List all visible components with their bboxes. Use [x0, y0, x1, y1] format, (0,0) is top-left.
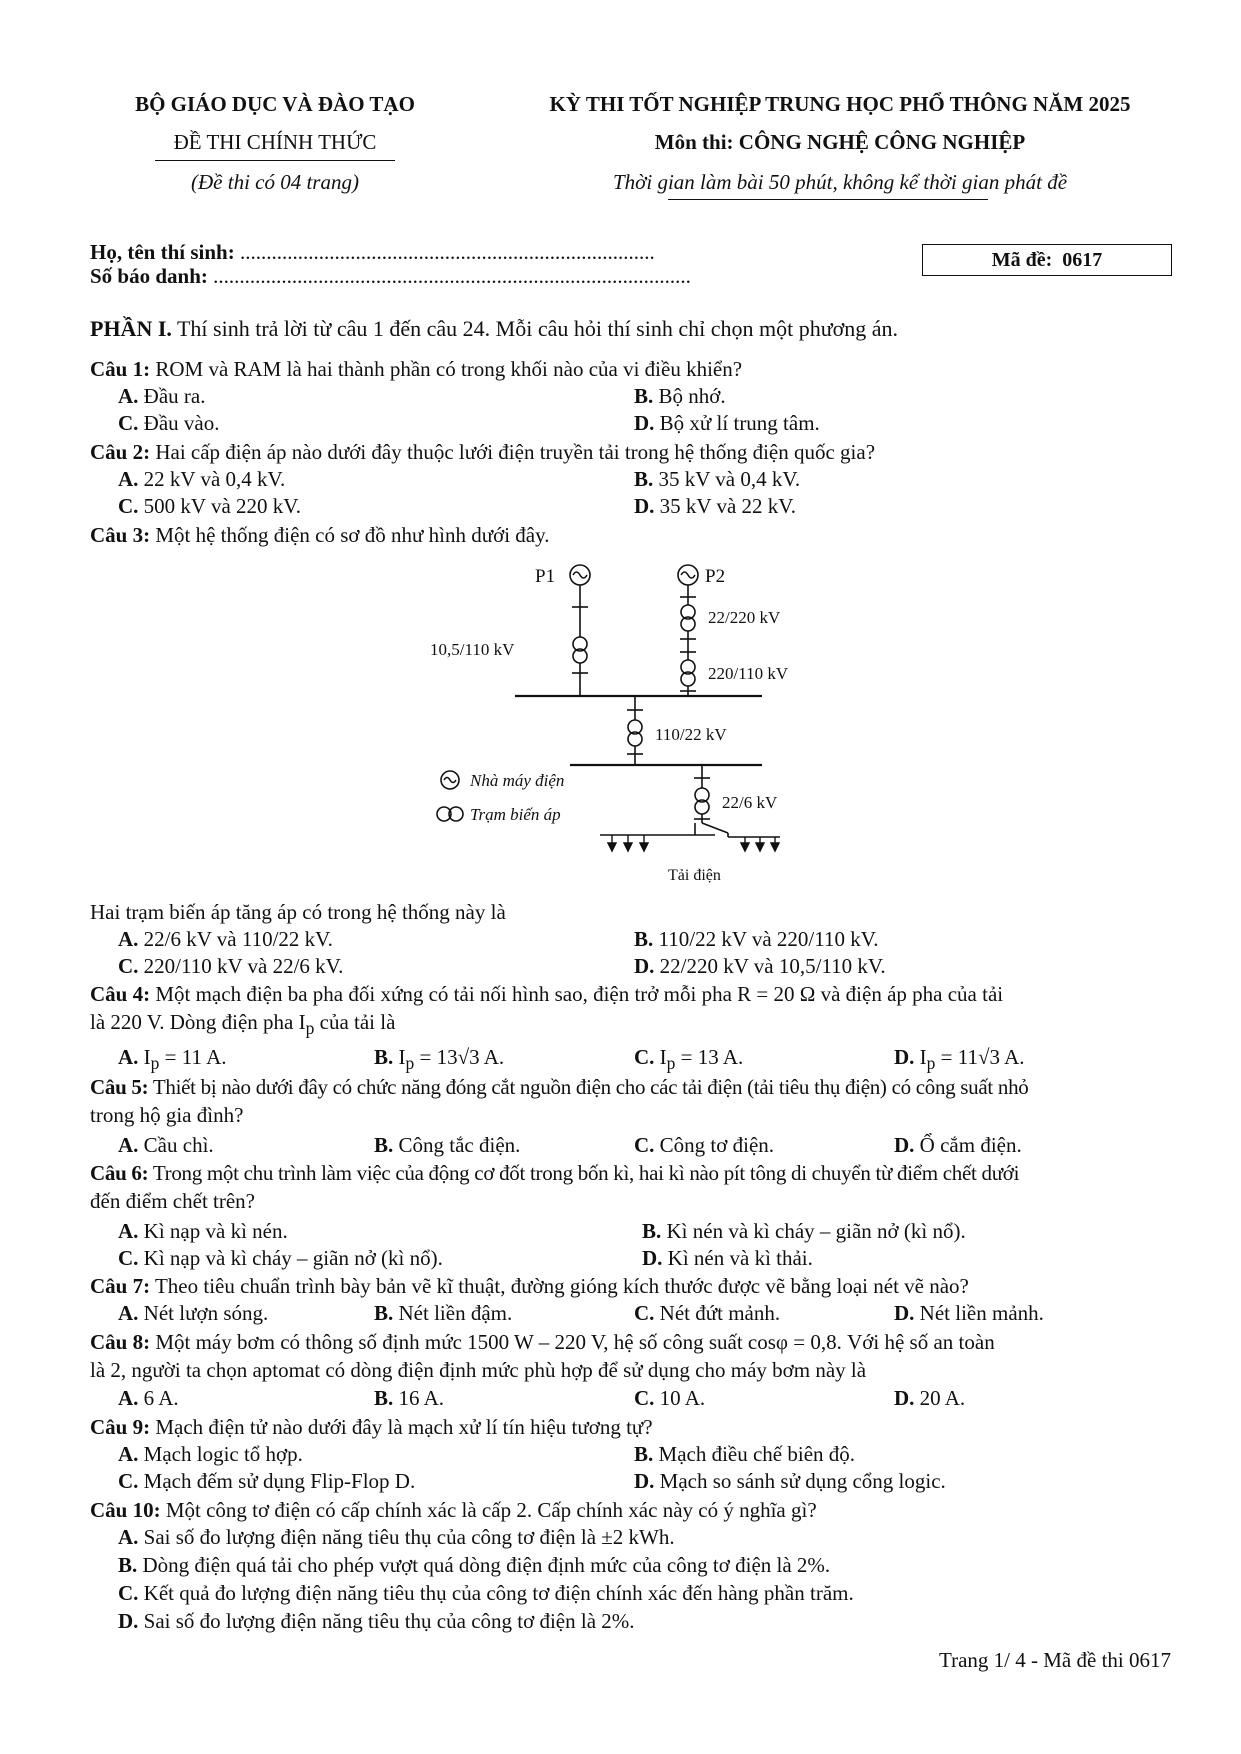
- label-t4: 110/22 kV: [655, 725, 727, 744]
- p1-generator-wave: [573, 572, 587, 578]
- label-p1: P1: [535, 566, 556, 587]
- q1-option-b: B. Bộ nhớ.: [634, 384, 726, 408]
- candidate-id-dots: ...........................................................................................: [213, 264, 691, 288]
- q3-option-a: A. 22/6 kV và 110/22 kV.: [118, 927, 333, 951]
- candidate-name-line: [90, 240, 655, 265]
- q10-option-a: A. Sai số đo lượng điện năng tiêu thụ của công tơ điện là ±2 kWh.: [118, 1525, 675, 1549]
- question-2: Câu 2: Hai cấp điện áp nào dưới đây thuộc lưới điện truyền tải trong hệ thống điện quốc gia?: [90, 440, 876, 464]
- q1-option-a: A. Đầu ra.: [118, 384, 206, 408]
- header-divider-right: [668, 199, 988, 200]
- q10-option-b: B. Dòng điện quá tải cho phép vượt quá dòng điện định mức của công tơ điện là 2%.: [118, 1553, 831, 1577]
- question-8-line-1: Câu 8: Một máy bơm có thông số định mức 1500 W – 220 V, hệ số công suất cosφ = 0,8. Với hệ số an toàn: [90, 1330, 995, 1354]
- time-note: Thời gian làm bài 50 phút, không kể thời gian phát đề: [612, 170, 1068, 194]
- q1-option-d: D. Bộ xử lí trung tâm.: [634, 411, 820, 435]
- question-3: Câu 3: Một hệ thống điện có sơ đồ như hình dưới đây.: [90, 523, 550, 547]
- legend-plant: Nhà máy điện: [470, 771, 565, 790]
- question-4-line-1: Câu 4: Một mạch điện ba pha đối xứng có tải nối hình sao, điện trở mỗi pha R = 20 Ω và điện áp pha của tải: [90, 982, 1004, 1006]
- subject-label: Môn thi:: [654, 130, 739, 154]
- q9-option-a: A. Mạch logic tổ hợp.: [118, 1442, 303, 1466]
- q7-option-b: B. Nét liền đậm.: [374, 1301, 513, 1325]
- question-7: Câu 7: Theo tiêu chuẩn trình bày bản vẽ kĩ thuật, đường gióng kích thước được vẽ bằng loại nét vẽ nào?: [90, 1274, 969, 1298]
- p2-generator-wave: [681, 572, 695, 578]
- exam-title: KỲ THI TỐT NGHIỆP TRUNG HỌC PHỔ THÔNG NĂM 2025: [549, 92, 1131, 116]
- question-9: Câu 9: Mạch điện tử nào dưới đây là mạch xử lí tín hiệu tương tự?: [90, 1415, 653, 1439]
- label-t2: 22/220 kV: [708, 608, 781, 627]
- candidate-id-label: Số báo danh:: [90, 264, 208, 288]
- subject-name: CÔNG NGHỆ CÔNG NGHIỆP: [738, 130, 1026, 154]
- question-8-line-2: là 2, người ta chọn aptomat có dòng điện định mức phù hợp để sử dụng cho máy bơm này là: [90, 1358, 867, 1382]
- exam-code-label: Mã đề:: [991, 249, 1053, 271]
- question-6-line-1: Câu 6: Trong một chu trình làm việc của động cơ đốt trong bốn kì, hai kì nào pít tông di chuyển từ điểm chết dưới: [90, 1161, 1020, 1185]
- q8-option-d: D. 20 A.: [894, 1386, 966, 1410]
- q5-option-d: D. Ổ cắm điện.: [894, 1133, 1022, 1157]
- q2-option-d: D. 35 kV và 22 kV.: [634, 494, 796, 518]
- q7-option-a: A. Nét lượn sóng.: [118, 1301, 269, 1325]
- header-divider-left: [155, 160, 395, 161]
- q10-option-d: D. Sai số đo lượng điện năng tiêu thụ của công tơ điện là 2%.: [118, 1609, 635, 1633]
- page-footer: Trang 1/ 4 - Mã đề thi 0617: [939, 1648, 1171, 1672]
- q2-option-a: A. 22 kV và 0,4 kV.: [118, 467, 286, 491]
- q3-option-c: C. 220/110 kV và 22/6 kV.: [118, 954, 344, 978]
- exam-code-box: [922, 244, 1172, 276]
- q10-option-c: C. Kết quả đo lượng điện năng tiêu thụ của công tơ điện chính xác đến hàng phần trăm.: [118, 1581, 854, 1605]
- label-p2: P2: [705, 566, 726, 587]
- section-1-heading: PHẦN I. Thí sinh trả lời từ câu 1 đến câu 24. Mỗi câu hỏi thí sinh chỉ chọn một phương án.: [90, 316, 899, 341]
- q7-option-c: C. Nét đứt mảnh.: [634, 1301, 781, 1325]
- q3-followup: Hai trạm biến áp tăng áp có trong hệ thống này là: [90, 900, 506, 924]
- question-4-line-2: là 220 V. Dòng điện pha $I_p$ của tải là: [90, 1010, 396, 1039]
- ministry-name: BỘ GIÁO DỤC VÀ ĐÀO TẠO: [135, 92, 415, 116]
- q4-option-c: C. $I_p = 13$ A.: [634, 1045, 744, 1074]
- candidate-name-dots: ...............................................................................: [239, 240, 655, 264]
- q4-option-d: D. $I_p = 11√3$ A.: [894, 1045, 1025, 1074]
- label-t3: 220/110 kV: [708, 664, 789, 683]
- q9-option-c: C. Mạch đếm sử dụng Flip-Flop D.: [118, 1469, 416, 1493]
- candidate-id-line: [90, 264, 691, 289]
- question-6-line-2: đến điểm chết trên?: [90, 1189, 256, 1213]
- q6-option-c: C. Kì nạp và kì cháy – giãn nở (kì nổ).: [118, 1246, 443, 1270]
- q7-option-d: D. Nét liền mảnh.: [894, 1301, 1044, 1325]
- q4-option-b: B. $I_p = 13√3$ A.: [374, 1045, 505, 1074]
- q5-option-b: B. Công tắc điện.: [374, 1133, 521, 1157]
- legend-station: Trạm biến áp: [470, 805, 561, 824]
- label-t5: 22/6 kV: [722, 793, 778, 812]
- label-t1: 10,5/110 kV: [430, 640, 515, 659]
- q8-option-a: A. 6 A.: [118, 1386, 179, 1410]
- label-load: Tải điện: [668, 867, 721, 884]
- q8-option-c: C. 10 A.: [634, 1386, 706, 1410]
- question-5-line-1: Câu 5: Thiết bị nào dưới đây có chức năng đóng cắt nguồn điện cho các tải điện (tải tiêu thụ điện) có công suất nhỏ: [90, 1075, 1029, 1099]
- question-5-line-2: trong hộ gia đình?: [90, 1103, 244, 1127]
- power-system-diagram: [430, 555, 810, 890]
- pages-note: (Đề thi có 04 trang): [191, 170, 359, 194]
- q5-option-c: C. Công tơ điện.: [634, 1133, 775, 1157]
- q3-option-d: D. 22/220 kV và 10,5/110 kV.: [634, 954, 886, 978]
- q2-option-c: C. 500 kV và 220 kV.: [118, 494, 301, 518]
- q4-option-a: A. $I_p = 11$ A.: [118, 1045, 227, 1074]
- q6-option-a: A. Kì nạp và kì nén.: [118, 1219, 288, 1243]
- q6-option-d: D. Kì nén và kì thải.: [642, 1246, 813, 1270]
- q6-option-b: B. Kì nén và kì cháy – giãn nở (kì nổ).: [642, 1219, 966, 1243]
- q1-option-c: C. Đầu vào.: [118, 411, 220, 435]
- q9-option-d: D. Mạch so sánh sử dụng cổng logic.: [634, 1469, 946, 1493]
- subject-line: [490, 130, 1190, 155]
- q5-option-a: A. Cầu chì.: [118, 1133, 214, 1157]
- exam-code-value: 0617: [1062, 249, 1103, 271]
- q2-option-b: B. 35 kV và 0,4 kV.: [634, 467, 801, 491]
- q3-option-b: B. 110/22 kV và 220/110 kV.: [634, 927, 879, 951]
- q9-option-b: B. Mạch điều chế biên độ.: [634, 1442, 856, 1466]
- candidate-name-label: Họ, tên thí sinh:: [90, 240, 235, 264]
- question-10: Câu 10: Một công tơ điện có cấp chính xác là cấp 2. Cấp chính xác này có ý nghĩa gì?: [90, 1498, 817, 1522]
- q8-option-b: B. 16 A.: [374, 1386, 445, 1410]
- question-1: Câu 1: ROM và RAM là hai thành phần có trong khối nào của vi điều khiển?: [90, 357, 743, 381]
- exam-type: ĐỀ THI CHÍNH THỨC: [173, 130, 377, 154]
